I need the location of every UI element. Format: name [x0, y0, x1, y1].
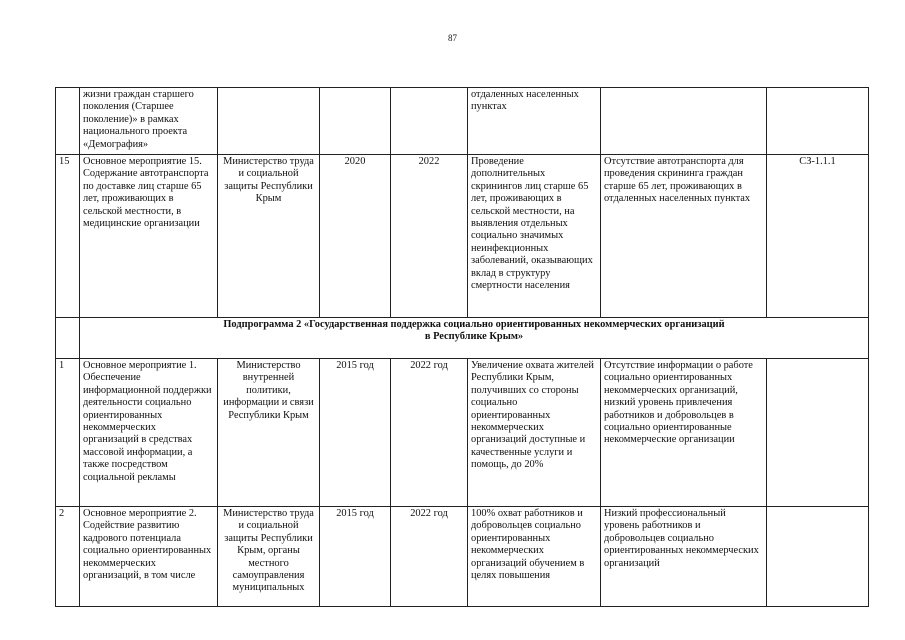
result-cell: отдаленных населенных пунктах: [468, 88, 601, 155]
table-row: [56, 507, 869, 607]
table-row: [56, 88, 869, 155]
start-year-cell: 2015 год: [320, 359, 391, 507]
row-number: 1: [56, 359, 80, 507]
indicator-cell: [767, 507, 869, 607]
result-cell: 100% охват работников и добровольцев социально ориентированных некоммерческих организаций обучением в целях повышения: [468, 507, 601, 607]
subprogram-heading: [80, 318, 869, 359]
measures-table: [55, 87, 869, 607]
result-cell: Увеличение охвата жителей Республики Крым, получивших со стороны социально ориентированных некоммерческих организаций доступные и качественные услуги и помощь, до 20%: [468, 359, 601, 507]
measure-name-cell: Основное мероприятие 2. Содействие развитию кадрового потенциала социально ориентированных некоммерческих организаций, в том числе: [80, 507, 218, 607]
executor-cell: Министерство труда и социальной защиты Республики Крым: [218, 155, 320, 318]
measure-name-cell: Основное мероприятие 1. Обеспечение информационной поддержки деятельности социально ориентированных некоммерческих организаций в средствах массовой информации, а также посредством социальной рекламы: [80, 359, 218, 507]
row-number: 15: [56, 155, 80, 318]
result-cell: Проведение дополнительных скринингов лиц старше 65 лет, проживающих в сельской местности, на выявления отдельных социально значимых неинфекционных заболеваний, оказывающих вклад в структуру смертности населения: [468, 155, 601, 318]
table-row: [56, 155, 869, 318]
start-year-cell: 2020: [320, 155, 391, 318]
indicator-cell: [767, 359, 869, 507]
measure-name-cell: Основное мероприятие 15. Содержание автотранспорта по доставке лиц старше 65 лет, проживающих в сельской местности, в медицинские организации: [80, 155, 218, 318]
subprogram-line-2: в Республике Крым»: [424, 331, 524, 343]
consequence-cell: Отсутствие автотранспорта для проведения скрининга граждан старше 65 лет, проживающих в отдаленных населенных пунктах: [601, 155, 767, 318]
consequence-cell: Отсутствие информации о работе социально ориентированных некоммерческих организаций, низкий уровень привлечения работников и добровольцев в социально ориентированные некоммерческие организации: [601, 359, 767, 507]
end-year-cell: 2022: [391, 155, 468, 318]
end-year-cell: 2022 год: [391, 507, 468, 607]
row-number: 2: [56, 507, 80, 607]
subprogram-row: [56, 318, 869, 359]
executor-cell: Министерство внутренней политики, информации и связи Республики Крым: [218, 359, 320, 507]
end-year-cell: 2022 год: [391, 359, 468, 507]
subprogram-line-1: Подпрограмма 2 «Государственная поддержка социально ориентированных некоммерческих организаций: [223, 319, 725, 330]
page-number: 87: [448, 33, 457, 43]
measure-name-cell: жизни граждан старшего поколения (Старшее поколение)» в рамках национального проекта «Демография»: [80, 88, 218, 155]
start-year-cell: 2015 год: [320, 507, 391, 607]
executor-cell: Министерство труда и социальной защиты Республики Крым, органы местного самоуправления муниципальных: [218, 507, 320, 607]
table-row: [56, 359, 869, 507]
consequence-cell: Низкий профессиональный уровень работников и добровольцев социально ориентированных некоммерческих организаций: [601, 507, 767, 607]
indicator-cell: СЗ-1.1.1: [767, 155, 869, 318]
